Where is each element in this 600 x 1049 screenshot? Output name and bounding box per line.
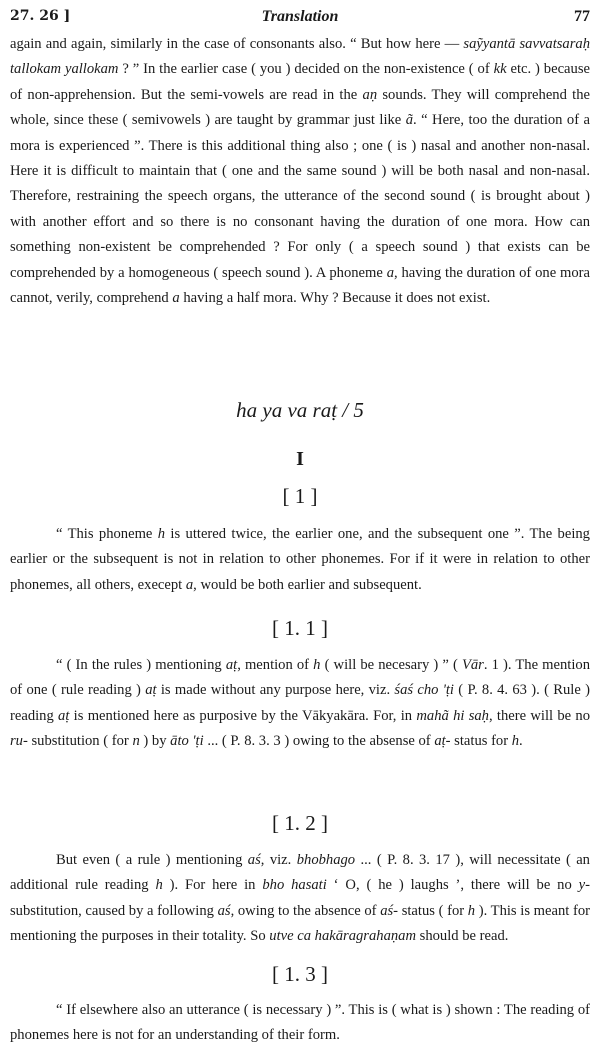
text-run: having a half mora. Why ? Because it does not exist. (179, 290, 491, 307)
italic-term: aś (217, 902, 231, 919)
italic-term: aṇ (362, 86, 378, 103)
text-run: -substitution, caused by a following (10, 877, 591, 919)
italic-term: a (185, 576, 194, 593)
paragraph (10, 522, 590, 598)
text-run: , owing to the absence of (230, 902, 381, 919)
text-run: , having the duration of one mora cannot, verily, comprehend (10, 264, 590, 307)
running-title: Translation (261, 8, 339, 25)
subsection-heading: [ 1. 2 ] (272, 811, 328, 835)
italic-term: aṭ (58, 707, 70, 724)
text-run: ( P. 8. 4. 63 ). ( Rule ) reading (10, 682, 590, 724)
section-numeral: I (296, 448, 304, 470)
italic-term: bho hasati (262, 877, 327, 894)
text-run: . “ Here, too the duration of a mora is experienced ”. There is this additional thing also ; one ( is ) nasal and another non-nasal. Here it is difficult to maintain that ( one and the same sound ) will be both nasal and non-nasal. Therefore, restraining the speech organs, the utterance of the second sound ( is brought about ) with another effort and so there is no consonant having the duration of one mora. How can something non-existent be comprehended ? For only ( a speech sound ) that exists can be comprehended by a homogeneous ( speech sound ). A phoneme (10, 112, 590, 281)
paragraph (10, 848, 590, 950)
italic-term: aṭ (225, 657, 238, 673)
italic-term: h (155, 877, 163, 894)
italic-term: śaś cho 'ṭi (394, 682, 454, 699)
italic-term: h (313, 657, 321, 673)
text-run: “ This phoneme (56, 526, 158, 542)
text-run: But even ( a rule ) mentioning (56, 852, 248, 868)
subsection-heading: [ 1 ] (282, 484, 318, 508)
text-run: etc. ) because of non-apprehension. But the semi-vowels are read in the (10, 61, 590, 103)
section-reference: 27. 26 ] (10, 8, 71, 24)
text-run: ). This is meant for mentioning the purposes in their totality. So (10, 902, 590, 945)
text-run: , viz. (260, 852, 297, 868)
italic-term: ã (405, 112, 414, 129)
italic-term: ru (10, 733, 23, 750)
italic-term: aṭ (145, 682, 157, 699)
text-run: again and again, similarly in the case of consonants also. “ But how here — (10, 36, 464, 52)
text-run: - substitution ( for (22, 733, 133, 750)
subsection-heading: [ 1. 3 ] (272, 962, 328, 986)
italic-term: h (511, 733, 520, 750)
paragraph (10, 998, 590, 1049)
text-run: - status ( for (393, 902, 468, 919)
text-run: , would be both earlier and subsequent. (193, 576, 422, 593)
text-run: ... ( P. 8. 3. 17 ), will necessitate ( an additional rule reading (10, 852, 590, 894)
text-run: , mention of (237, 657, 314, 673)
page-number: 77 (574, 8, 590, 25)
text-run: . (519, 733, 523, 750)
italic-term: aś (380, 902, 394, 919)
text-run: ? ” In the earlier case ( you ) decided on the non-existence ( of (118, 61, 494, 78)
italic-term: y (578, 877, 586, 894)
italic-term: a (172, 290, 180, 307)
subsection-heading: [ 1. 1 ] (272, 616, 328, 640)
text-run: should be read. (416, 928, 509, 945)
text-run: is mentioned here as purposive by the Vākyakāra. For, in (69, 707, 417, 724)
sutra-heading: ha ya va raṭ / 5 (236, 398, 364, 422)
italic-term: saỹyantā savvatsaraḥ tallokam yallokam (10, 36, 590, 78)
text-run: ... ( P. 8. 3. 3 ) owing to the absense of (203, 733, 435, 750)
text-run: “ If elsewhere also an utterance ( is necessary ) ”. This is ( what is ) shown : The reading of phonemes here is not for an understanding of their form. (10, 1002, 590, 1044)
italic-term: Vār (461, 657, 484, 673)
italic-term: n (132, 733, 140, 750)
italic-term: aṭ (434, 733, 446, 750)
text-run: ( will be necesary ) ” ( (320, 657, 462, 673)
text-run: . 1 ). The mention of one ( rule reading ) (10, 657, 590, 699)
text-run: sounds. They will comprehend the whole, since these ( semivowels ) are taught by grammar just like (10, 86, 590, 129)
paragraph (10, 32, 590, 311)
running-header (10, 8, 590, 32)
text-run: , there will be no (488, 707, 590, 724)
text-run: - status for (445, 733, 512, 750)
italic-term: utve ca hakāragrahaṇam (269, 928, 417, 945)
italic-term: h (157, 526, 166, 542)
italic-term: āto 'ṭi (170, 733, 204, 750)
text-run: ). For here in (162, 877, 263, 894)
text-run: ) by (139, 733, 171, 750)
italic-term: mahã hi saḥ (416, 707, 489, 724)
paragraph (10, 653, 590, 755)
italic-term: bhobhago (296, 852, 356, 868)
italic-term: aś (247, 852, 261, 868)
text-run: is made without any purpose here, viz. (156, 682, 395, 699)
italic-term: a (386, 264, 394, 281)
text-run: is uttered twice, the earlier one, and the subsequent one ”. The being earlier or the subsequent is not in relation to other phonemes. For if it were in relation to other phonemes, all others, execept (10, 526, 590, 593)
text-run: “ ( In the rules ) mentioning (56, 657, 226, 673)
text-run: ‘ O, ( he ) laughs ’, there will be no (326, 877, 579, 894)
italic-term: kk (493, 61, 507, 78)
italic-term: h (467, 902, 476, 919)
